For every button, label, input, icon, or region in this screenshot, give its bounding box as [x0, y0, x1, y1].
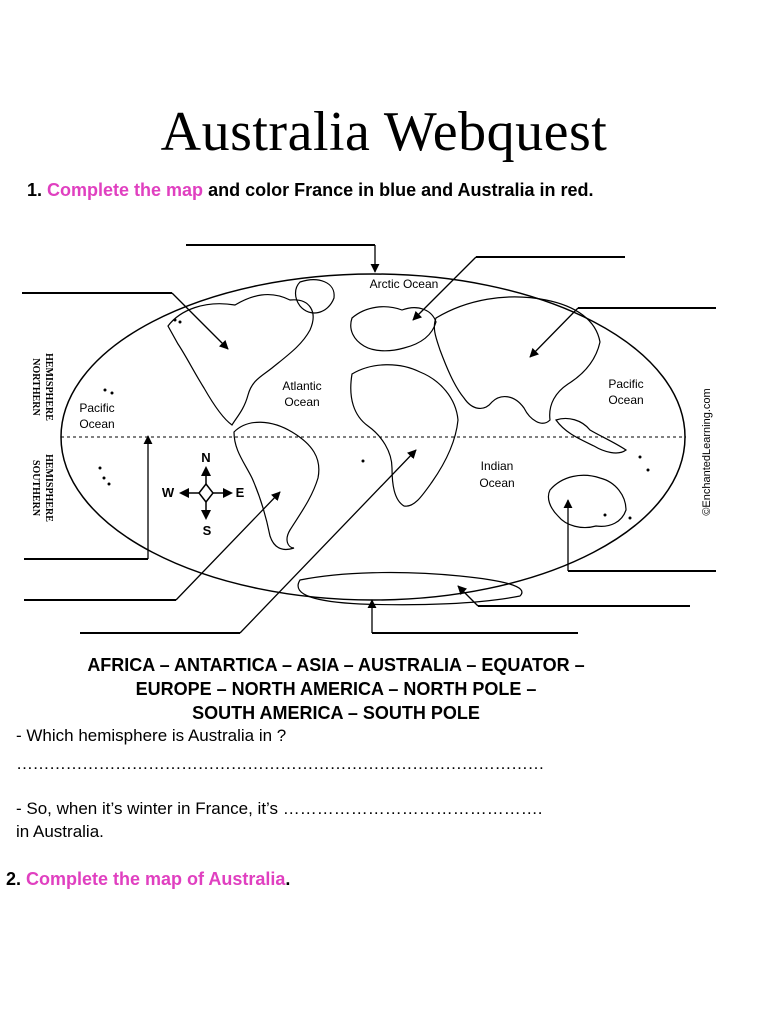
question-2-number: 2.	[6, 869, 22, 889]
question-1-text: and color France in blue and Australia in red.	[208, 180, 594, 200]
word-bank-line-2: EUROPE – NORTH AMERICA – NORTH POLE –	[135, 679, 537, 699]
asia-outline	[434, 297, 600, 423]
compass-e-label: E	[235, 485, 245, 500]
indian-ocean-label-2: Ocean	[479, 476, 515, 490]
northern-hemisphere-label-2: HEMISPHERE	[43, 353, 54, 421]
word-bank-line-3: SOUTH AMERICA – SOUTH POLE	[192, 703, 480, 723]
question-2-highlight: Complete the map of Australia	[26, 869, 286, 889]
compass-s-label: S	[202, 523, 212, 538]
pacific-ocean-right-label-2: Ocean	[608, 393, 644, 407]
atlantic-ocean-label-1: Atlantic	[282, 379, 322, 393]
question-2-end: .	[285, 869, 291, 889]
australia-outline	[548, 475, 626, 527]
hemisphere-question: - Which hemisphere is Australia in ?	[16, 726, 287, 745]
northern-hemisphere-label-1: NORTHERN	[30, 358, 41, 416]
winter-question: - So, when it’s winter in France, it’s ……………………………………….	[16, 799, 543, 818]
southern-hemisphere-label-1: SOUTHERN	[30, 459, 41, 517]
indian-ocean-label-1: Indian	[480, 459, 514, 473]
arrow-asia	[530, 308, 578, 357]
world-map	[0, 235, 768, 645]
pointer-arrows	[148, 245, 578, 633]
compass-n-label: N	[201, 450, 211, 465]
question-2	[6, 867, 290, 892]
compass-rose	[162, 450, 245, 538]
south-america-outline	[234, 422, 319, 549]
europe-outline	[351, 307, 436, 351]
word-bank	[0, 653, 672, 725]
arctic-ocean-label: Arctic Ocean	[369, 277, 439, 291]
question-1-highlight: Complete the map	[47, 180, 204, 200]
answer-blank-lines	[22, 245, 716, 633]
pacific-ocean-right-label-1: Pacific	[608, 377, 644, 391]
question-1	[27, 178, 647, 203]
arrow-africa	[240, 450, 416, 633]
enchanted-learning-credit: ©EnchantedLearning.com	[701, 388, 713, 516]
hemisphere-answer-blank[interactable]: ……………………………………………………………………………………	[16, 754, 544, 773]
word-bank-line-1: AFRICA – ANTARTICA – ASIA – AUSTRALIA – EQUATOR –	[87, 655, 585, 675]
africa-outline	[351, 365, 458, 506]
pacific-ocean-left-label-2: Ocean	[79, 417, 115, 431]
southeast-asia-outline	[556, 418, 626, 453]
compass-w-label: W	[161, 485, 175, 500]
greenland-outline	[296, 280, 335, 313]
page-title: Australia Webquest	[160, 101, 608, 163]
question-1-number: 1.	[27, 180, 43, 200]
atlantic-ocean-label-2: Ocean	[284, 395, 320, 409]
winter-question-end: in Australia.	[16, 822, 104, 841]
pacific-ocean-left-label-1: Pacific	[79, 401, 115, 415]
arrow-south-america	[176, 492, 280, 600]
southern-hemisphere-label-2: HEMISPHERE	[43, 454, 54, 522]
